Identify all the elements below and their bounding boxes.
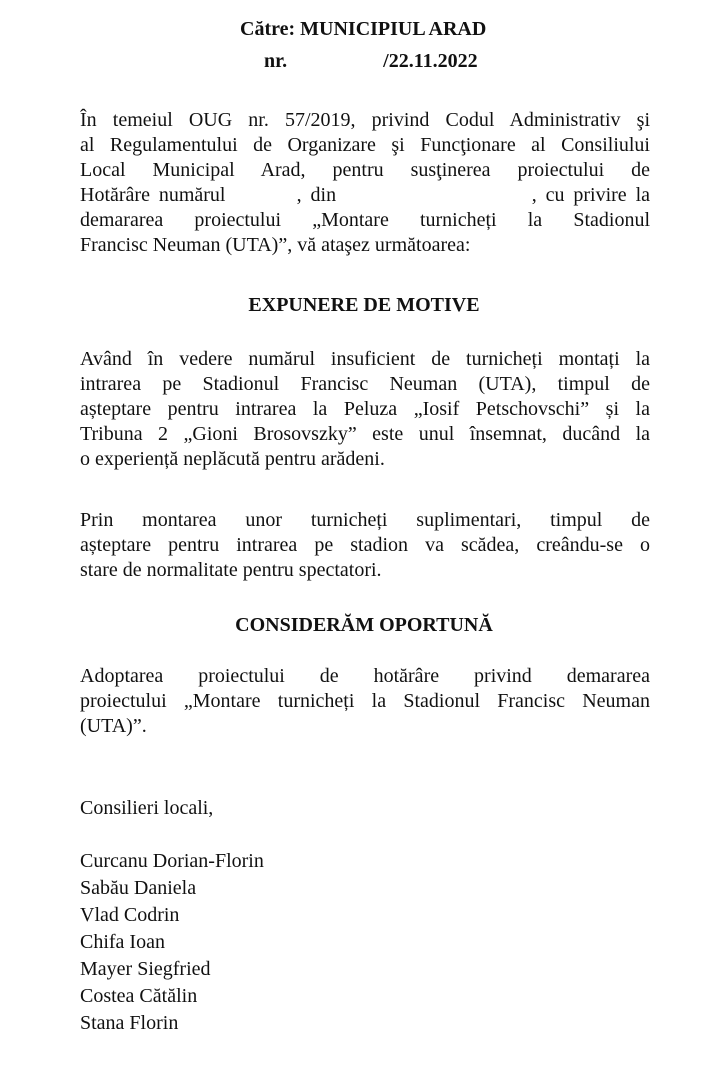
registration-date: /22.11.2022	[383, 50, 478, 72]
motives-line: stare de normalitate pentru spectatori.	[80, 559, 382, 581]
adoption-line: (UTA)”.	[80, 715, 147, 737]
intro-line: Hotărâre numărul , din , cu privire la	[80, 184, 650, 206]
intro-line: demararea proiectului „Montare turnicheți la Stadionul	[80, 209, 650, 231]
motives-line: așteptare pentru intrarea pe stadion va scădea, creându-se o	[80, 534, 650, 556]
signatory-name: Costea Cătălin	[80, 985, 198, 1007]
signatory-name: Stana Florin	[80, 1012, 179, 1034]
adoption-paragraph	[80, 664, 650, 739]
signatory-name: Mayer Siegfried	[80, 958, 211, 980]
intro-paragraph	[80, 108, 650, 258]
motives-line: așteptare pentru intrarea la Peluza „Iosif Petschovschi” și la	[80, 398, 650, 420]
signatures-list	[80, 848, 264, 1037]
signatory-name: Curcanu Dorian-Florin	[80, 850, 264, 872]
intro-line: În temeiul OUG nr. 57/2019, privind Codul Administrativ şi	[80, 109, 650, 131]
motives-line: Prin montarea unor turnicheți suplimentari, timpul de	[80, 509, 650, 531]
signatures-title: Consilieri locali,	[80, 797, 214, 819]
signatory-name: Chifa Ioan	[80, 931, 165, 953]
recipient-line: Către: MUNICIPIUL ARAD	[240, 18, 487, 40]
intro-line: Francisc Neuman (UTA)”, vă ataşez următoarea:	[80, 234, 471, 256]
motives-heading: EXPUNERE DE MOTIVE	[248, 294, 480, 316]
motives-line: Având în vedere numărul insuficient de turnicheți montați la	[80, 348, 650, 370]
adoption-line: proiectului „Montare turnicheți la Stadionul Francisc Neuman	[80, 690, 650, 712]
motives-paragraph-1	[80, 347, 650, 472]
motives-paragraph-2	[80, 508, 650, 583]
opportune-heading: CONSIDERĂM OPORTUNĂ	[235, 614, 493, 636]
adoption-line: Adoptarea proiectului de hotărâre privind demararea	[80, 665, 650, 687]
motives-line: o experiență neplăcută pentru arădeni.	[80, 448, 385, 470]
nr-label: nr.	[264, 50, 288, 72]
signatory-name: Vlad Codrin	[80, 904, 180, 926]
intro-line: al Regulamentului de Organizare şi Funcţionare al Consiliului	[80, 134, 650, 156]
signatory-name: Sabău Daniela	[80, 877, 197, 899]
registration-number-line	[264, 47, 478, 75]
motives-line: intrarea pe Stadionul Francisc Neuman (UTA), timpul de	[80, 373, 650, 395]
motives-line: Tribuna 2 „Gioni Brosovszky” este unul însemnat, ducând la	[80, 423, 650, 445]
intro-line: Local Municipal Arad, pentru susţinerea proiectului de	[80, 159, 650, 181]
